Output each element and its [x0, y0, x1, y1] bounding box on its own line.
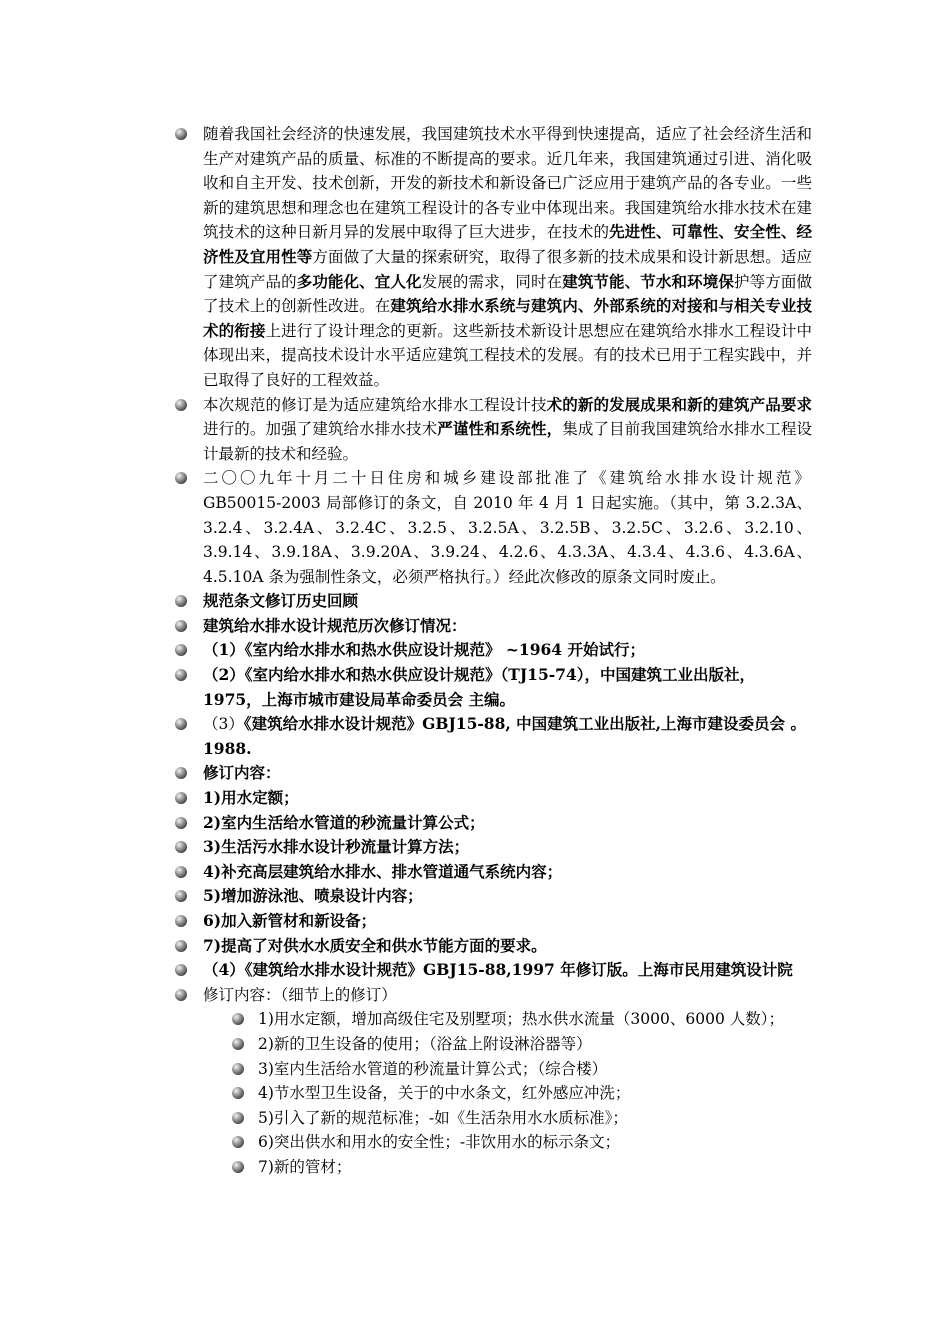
bold-text: 严谨性和系统性， [437, 419, 563, 439]
bullet-icon [175, 817, 187, 829]
sub-list-item [172, 1081, 812, 1106]
sub-item-text: 1)用水定额，增加高级住宅及别墅项；热水供水流量（3000、6000 人数）； [258, 1010, 784, 1029]
sub-item-text: 6)突出供水和用水的安全性；-非饮用水的标示条文； [258, 1133, 621, 1152]
paragraph-text: 二〇〇九年十月二十日住房和城乡建设部批准了《建筑给水排水设计规范》 [203, 469, 812, 488]
bullet-icon [175, 128, 187, 140]
bullet-icon [175, 620, 187, 632]
list-item-approval-notice [172, 466, 812, 589]
bullet-icon [175, 964, 187, 976]
paragraph-text: 护等方面做了技术上的创新性改进。在 [203, 272, 812, 316]
bullet-icon [232, 1112, 244, 1124]
paragraph-text: GB50015-2003 局部修订的条文，自 2010 年 4 月 1 日起实施。（其中，第 3.2.3A、3.2.4、3.2.4A、3.2.4C、3.2.5、3.2.5A、3.2.5B、3.2.5C、3.2.6、3.2.10、3.9.14、3.9.18A、3.9.20A、3.9.24、4.2.6、4.3.3A、4.3.4、4.3.6、4.3.6A、4.5.10A 条为强制性条文，必须严格执行。）经此次修改的原条文同时废止。 [203, 493, 812, 586]
bullet-icon [175, 841, 187, 853]
sub-item-text: 4)节水型卫生设备，关于的中水条文，红外感应冲洗； [258, 1084, 631, 1103]
sub-list-item [172, 1130, 812, 1155]
paragraph-text: 7)提高了对供水水质安全和供水节能方面的要求。 [203, 935, 547, 955]
bullet-icon [175, 915, 187, 927]
paragraph-text: （3） [203, 715, 244, 734]
paragraph-text: 方面做了大量的探索研究，取得了很多新的技术成果和设计新思想。适应了建筑产品的 [203, 247, 812, 291]
bullet-icon [175, 866, 187, 878]
bullet-icon [175, 989, 187, 1001]
list-item-edition-1997 [172, 958, 812, 983]
sub-list-item [172, 1155, 812, 1180]
bold-text: 先进性、可靠性、安全性、经济性及宜用性等 [203, 222, 812, 266]
bullet-icon [175, 399, 187, 411]
bullet-icon [175, 718, 187, 730]
paragraph-text: 3)生活污水排水设计秒流量计算方法； [203, 837, 470, 857]
list-item-revision-7 [172, 934, 812, 959]
bullet-icon [232, 1038, 244, 1050]
list-item-revision-2 [172, 811, 812, 836]
paragraph-text: 修订内容：（细节上的修订） [203, 985, 397, 1004]
list-item-edition-1964 [172, 638, 812, 663]
sub-item-text: 7)新的管材； [258, 1157, 352, 1176]
bullet-icon [232, 1063, 244, 1075]
paragraph-text: 集成了目前我国建筑给水排水工程设计最新的技术和经验。 [203, 420, 812, 463]
bullet-icon [175, 940, 187, 952]
bullet-icon [175, 767, 187, 779]
paragraph-text: 规范条文修订历史回顾 [203, 591, 359, 611]
sub-item-text: 2)新的卫生设备的使用；（浴盆上附设淋浴器等） [258, 1034, 592, 1053]
list-item-edition-1975 [172, 663, 812, 712]
paragraph-text: 发展的需求，同时在 [421, 272, 563, 291]
bold-text: 《建筑给水排水设计规范》GBJ15-88, 中国建筑工业出版社,上海市建设委员会 。1988. [203, 714, 806, 758]
bullet-icon [175, 890, 187, 902]
list-item-development-background [172, 122, 812, 393]
bold-text: 术的新的发展成果和新的建筑产品要求 [546, 394, 812, 414]
sub-list-item [172, 1106, 812, 1131]
paragraph-text: 2)室内生活给水管道的秒流量计算公式； [203, 812, 485, 832]
bullet-icon [175, 669, 187, 681]
paragraph-text: 进行的。加强了建筑给水排水技术 [203, 420, 438, 439]
list-item-revision-4 [172, 860, 812, 885]
sub-list-item [172, 1032, 812, 1057]
list-item-revision-overview [172, 614, 812, 639]
sub-item-text: 5)引入了新的规范标准；-如《生活杂用水水质标准》； [258, 1108, 628, 1127]
paragraph-text: 5)增加游泳池、喷泉设计内容； [203, 886, 423, 906]
paragraph-text: 随着我国社会经济的快速发展，我国建筑技术水平得到快速提高，适应了社会经济生活和生产对建筑产品的质量、标准的不断提高的要求。近几年来，我国建筑通过引进、消化吸收和自主开发、技术创新，开发的新技术和新设备已广泛应用于建筑产品的各专业。一些新的建筑思想和理念也在建筑工程设计的各专业中体现出来。我国建筑给水排水技术在建筑技术的这种日新月异的发展中取得了巨大进步，在技术的 [203, 125, 812, 242]
paragraph-text: （4）《建筑给水排水设计规范》GBJ15-88,1997 年修订版。上海市民用建筑设计院 [203, 960, 793, 980]
list-item-revision-1 [172, 786, 812, 811]
bold-text: 建筑节能、节水和环境保 [562, 271, 734, 291]
paragraph-text: 上进行了设计理念的更新。这些新技术新设计思想应在建筑给水排水工程设计中体现出来，提高技术设计水平适应建筑工程技术的发展。有的技术已用于工程实践中，并已取得了良好的工程效益。 [203, 321, 812, 389]
revision-bullet-list [172, 122, 812, 1180]
paragraph-text: （1）《室内给水排水和热水供应设计规范》 ~1964 开始试行； [203, 640, 645, 660]
list-item-detail-revision [172, 983, 812, 1008]
paragraph-text: 6)加入新管材和新设备； [203, 911, 377, 930]
list-item-revision-content [172, 761, 812, 786]
paragraph-text: 4)补充高层建筑给水排水、排水管道通气系统内容； [203, 861, 563, 881]
paragraph-text: 建筑给水排水设计规范历次修订情况： [203, 615, 467, 635]
bold-text: 建筑给水排水系统与建筑内、外部系统的对接和与相关专业技术的衔接 [203, 296, 812, 340]
bullet-icon [232, 1087, 244, 1099]
sub-list-item [172, 1057, 812, 1082]
list-item-edition-1988 [172, 712, 812, 761]
list-item-revision-3 [172, 835, 812, 860]
list-item-history-review [172, 589, 812, 614]
sub-item-text: 3)室内生活给水管道的秒流量计算公式；（综合楼） [258, 1059, 608, 1078]
bold-text: 多功能化、宜人化 [296, 271, 422, 291]
list-item-revision-5 [172, 884, 812, 909]
bullet-icon [175, 644, 187, 656]
paragraph-text: 修订内容： [203, 763, 281, 783]
sub-list-item [172, 1007, 812, 1032]
bullet-icon [175, 595, 187, 607]
list-item-revision-6 [172, 909, 812, 934]
paragraph-text: 1)用水定额； [203, 788, 299, 808]
list-item-revision-purpose [172, 393, 812, 467]
bullet-icon [232, 1013, 244, 1025]
paragraph-text: 本次规范的修订是为适应建筑给水排水工程设计技 [203, 395, 547, 414]
paragraph-text: （2）《室内给水排水和热水供应设计规范》（TJ15-74），中国建筑工业出版社，1975，上海市城市建设局革命委员会 主编。 [203, 665, 755, 709]
bullet-icon [232, 1161, 244, 1173]
bullet-icon [175, 792, 187, 804]
bullet-icon [232, 1136, 244, 1148]
bullet-icon [175, 472, 187, 484]
